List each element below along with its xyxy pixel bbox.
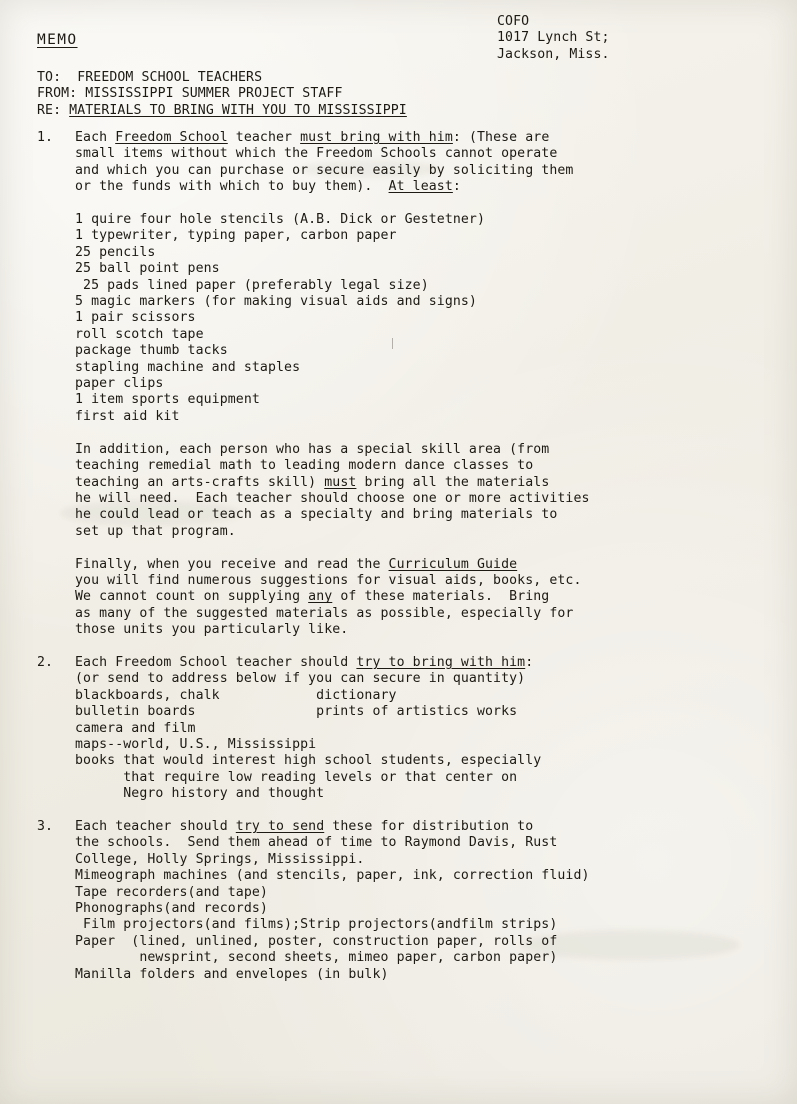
address-line-2: Jackson, Miss. — [497, 46, 610, 62]
scan-artifact-mark — [392, 338, 393, 349]
item-1-lead: Each Freedom School teacher must bring with him: (These are small items without which the Freedom Schools cannot operate and which you can purchase or secure easily by soliciting them or the funds with which to buy them). At least: — [75, 130, 574, 195]
to-line: TO: FREEDOM SCHOOL TEACHERS — [37, 70, 263, 85]
item-3-lead: Each teacher should try to send these for distribution to the schools. Send them ahead of time to Raymond Davis, Rust College, Holly Springs, Mississippi. — [75, 818, 558, 867]
memo-body — [37, 130, 777, 983]
numbered-item-1 — [37, 130, 777, 196]
item-2-materials-columns: blackboards, chalk dictionary bulletin boards prints of artistics works camera and film maps--world, U.S., Mississippi books that would interest high school students, especially that require low reading levels or that center on Negro history and thought — [75, 687, 542, 802]
item-2-lead: Each Freedom School teacher should try to bring with him: (or send to address below if you can secure in quantity) — [75, 654, 534, 687]
item-3-number: 3. — [37, 818, 54, 834]
spacer — [37, 425, 777, 441]
item-1-paragraph-3: Finally, when you receive and read the Curriculum Guide you will find numerous suggestions for visual aids, books, etc. We cannot count on supplying any of these materials. Bring as many of the suggested materials as possible, especially for those units you particularly like. — [75, 556, 582, 638]
item-2-number: 2. — [37, 654, 54, 670]
numbered-item-2 — [37, 655, 777, 688]
re-subject: MATERIALS TO BRING WITH YOU TO MISSISSIPPI — [69, 102, 407, 118]
item-1-supply-list: 1 quire four hole stencils (A.B. Dick or Gestetner) 1 typewriter, typing paper, carbon paper 25 pencils 25 ball point pens 25 pads lined paper (preferably legal size) 5 magic markers (for making visual aids and signs) 1 pair scissors roll scotch tape package thumb tacks stapling machine and staples paper clips 1 item sports equipment first aid kit — [75, 212, 486, 424]
item-1-paragraph-2: In addition, each person who has a special skill area (from teaching remedial math to leading modern dance classes to teaching an arts-crafts skill) must bring all the materials he will need. Each teacher should choose one or more activities he could lead or teach as a specialty and bring materials to set up that program. — [75, 441, 590, 539]
spacer — [37, 540, 777, 556]
re-prefix: RE: — [37, 102, 70, 118]
item-1-number: 1. — [37, 130, 54, 145]
letterhead-address — [497, 14, 610, 63]
spacer — [37, 196, 777, 212]
item-3-send-list: Mimeograph machines (and stencils, paper, ink, correction fluid) Tape recorders(and tape) Phonographs(and records) Film projectors(and films);Strip projectors(andfilm strips) Paper (lined, unlined, poster, construction paper, rolls of newsprint, second sheets, mimeo paper, carbon paper) Manilla folders and envelopes (in bulk) — [75, 868, 590, 982]
address-line-1: 1017 Lynch St; — [497, 30, 610, 46]
memo-routing-block — [37, 70, 407, 119]
memo-heading: MEMO — [37, 32, 78, 48]
organization-name: COFO — [497, 14, 530, 29]
from-line: FROM: MISSISSIPPI SUMMER PROJECT STAFF — [37, 86, 343, 102]
numbered-item-3 — [37, 819, 777, 868]
spacer — [37, 803, 777, 819]
spacer — [37, 639, 777, 655]
